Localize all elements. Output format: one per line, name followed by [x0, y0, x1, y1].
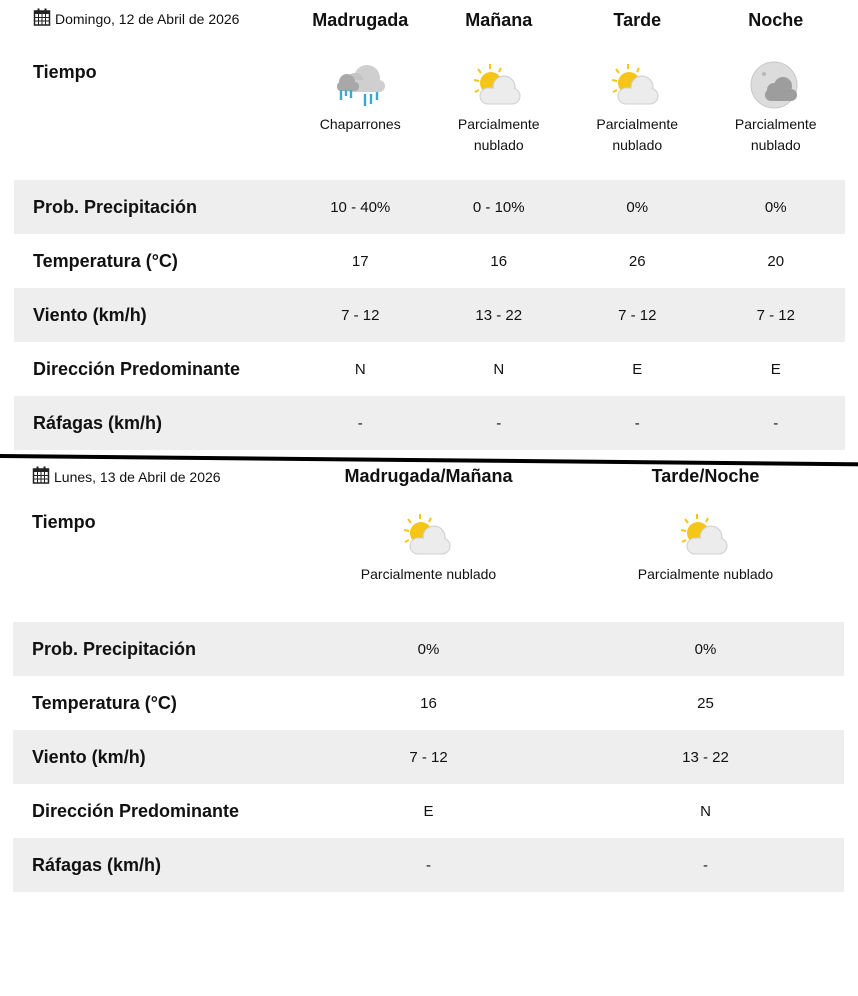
value-cell: 0%: [568, 180, 707, 234]
value-cell: N: [354, 360, 366, 378]
partly-cloudy-night-icon: [707, 60, 846, 112]
row-label: Viento (km/h): [14, 288, 291, 342]
value-cell: 25: [697, 694, 714, 712]
partly-cloudy-day-icon: [568, 60, 707, 112]
row-temperatura-c: [14, 234, 845, 288]
row-label: Temperatura (°C): [33, 250, 178, 271]
row-direccion-predominante: [14, 342, 845, 396]
weather-description: Chaparrones: [319, 116, 401, 132]
partly-cloudy-day-icon: [430, 60, 569, 112]
weather-cell: [430, 54, 569, 180]
period-header: Noche: [748, 10, 804, 30]
row-label: Tiempo: [33, 62, 97, 82]
row-viento-km-h: [13, 730, 844, 784]
value-cell: 0%: [707, 180, 846, 234]
period-header: Mañana: [465, 10, 533, 30]
value-cell: -: [291, 396, 430, 450]
row-label: Prob. Precipitación: [14, 180, 291, 234]
weather-cell: [291, 54, 430, 180]
value-cell: -: [290, 838, 567, 892]
forecast-table: [14, 0, 845, 450]
value-cell: 7 - 12: [291, 288, 430, 342]
row-label: Dirección Predominante: [32, 800, 240, 821]
weather-description: Parcialmente nublado: [596, 116, 679, 153]
row-direccion-predominante: [13, 784, 844, 838]
weather-description: Parcialmente nublado: [457, 116, 540, 153]
weather-description: Parcialmente nublado: [734, 116, 817, 153]
value-cell: 16: [420, 694, 437, 712]
period-header: Tarde: [613, 10, 662, 30]
weather-cell: [568, 54, 707, 180]
row-rafagas-km-h: [13, 838, 844, 892]
header-row: [14, 0, 845, 54]
value-cell: -: [707, 396, 846, 450]
row-prob-precipitacion: [13, 622, 844, 676]
row-prob-precipitacion: [14, 180, 845, 234]
value-cell: 26: [628, 252, 646, 270]
value-cell: E: [423, 802, 434, 820]
weather-cell: [290, 504, 567, 622]
value-cell: 7 - 12: [568, 288, 707, 342]
value-cell: 13 - 22: [567, 730, 844, 784]
value-cell: 0%: [290, 622, 567, 676]
row-temperatura-c: [13, 676, 844, 730]
value-cell: 7 - 12: [290, 730, 567, 784]
showers-icon: [291, 60, 430, 112]
date-cell: [13, 462, 290, 504]
partly-cloudy-day-icon: [290, 510, 567, 562]
value-cell: 10 - 40%: [291, 180, 430, 234]
partly-cloudy-day-icon: [567, 510, 844, 562]
row-label: Temperatura (°C): [32, 692, 177, 713]
value-cell: 7 - 12: [707, 288, 846, 342]
row-label: Prob. Precipitación: [13, 622, 290, 676]
row-label: Dirección Predominante: [33, 358, 241, 379]
date-cell: [14, 0, 291, 54]
period-header: Madrugada/Mañana: [344, 466, 513, 486]
weather-cell: [567, 504, 844, 622]
weather-cell: [707, 54, 846, 180]
value-cell: N: [493, 360, 505, 378]
value-cell: -: [568, 396, 707, 450]
row-label: Ráfagas (km/h): [13, 838, 290, 892]
weather-description: Parcialmente nublado: [637, 566, 774, 582]
calendar-icon: [33, 8, 51, 29]
weather-description: Parcialmente nublado: [360, 566, 497, 582]
date-label: Lunes, 13 de Abril de 2026: [54, 468, 221, 485]
value-cell: 13 - 22: [430, 288, 569, 342]
forecast-table: [13, 462, 844, 892]
row-label: Ráfagas (km/h): [14, 396, 291, 450]
row-label: Tiempo: [32, 512, 96, 532]
value-cell: 20: [767, 252, 785, 270]
value-cell: 16: [490, 252, 508, 270]
date-label: Domingo, 12 de Abril de 2026: [55, 10, 240, 27]
period-header: Tarde/Noche: [651, 466, 760, 486]
weather-row: [13, 504, 844, 622]
calendar-icon: [32, 466, 50, 487]
period-header: Madrugada: [312, 10, 409, 30]
value-cell: E: [632, 360, 643, 378]
row-viento-km-h: [14, 288, 845, 342]
value-cell: 0 - 10%: [430, 180, 569, 234]
row-label: Viento (km/h): [13, 730, 290, 784]
weather-row: [14, 54, 845, 180]
value-cell: E: [770, 360, 781, 378]
row-rafagas-km-h: [14, 396, 845, 450]
value-cell: 17: [351, 252, 369, 270]
value-cell: 0%: [567, 622, 844, 676]
header-row: [13, 462, 844, 504]
value-cell: -: [567, 838, 844, 892]
value-cell: -: [430, 396, 569, 450]
value-cell: N: [700, 802, 711, 820]
